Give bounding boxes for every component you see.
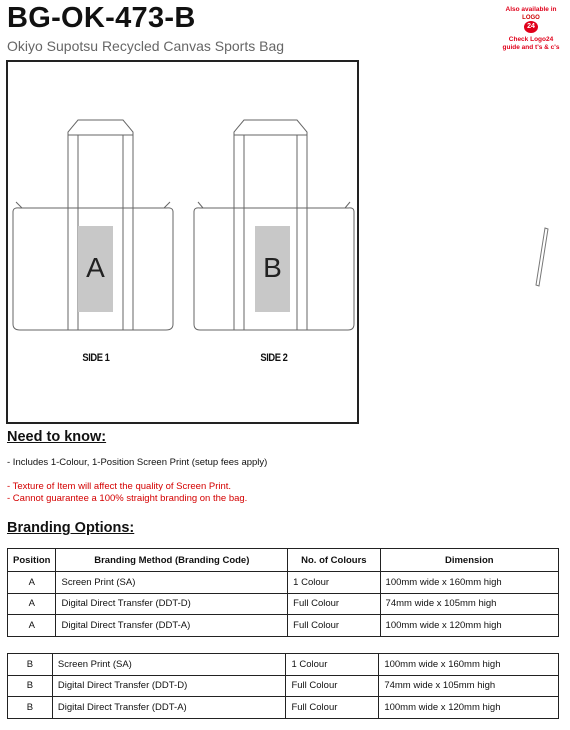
warning-line: - Cannot guarantee a 100% straight branding on the bag. (7, 493, 248, 504)
column-header: Branding Method (Branding Code) (56, 549, 288, 572)
column-header: Position (8, 549, 56, 572)
colours-cell: Full Colour (288, 615, 380, 637)
table-row (8, 675, 559, 697)
dimension-cell: 100mm wide x 160mm high (380, 572, 558, 594)
dimension-cell: 74mm wide x 105mm high (380, 593, 558, 615)
method-cell: Digital Direct Transfer (DDT-D) (52, 675, 286, 697)
note-line: - Includes 1-Colour, 1-Position Screen Print (setup fees apply) (7, 457, 268, 468)
position-cell: A (8, 615, 56, 637)
bag-outline-drawing (8, 62, 357, 422)
product-title: Okiyo Supotsu Recycled Canvas Sports Bag (7, 38, 285, 54)
position-cell: A (8, 572, 56, 594)
product-illustration (6, 60, 359, 424)
method-cell: Digital Direct Transfer (DDT-D) (56, 593, 288, 615)
position-b-label: B (263, 252, 282, 283)
logo-badge-line1: Also available in (505, 6, 557, 13)
branding-table-b (7, 653, 559, 719)
warning-line: - Texture of Item will affect the quality of Screen Print. (7, 481, 232, 492)
table-row (8, 697, 559, 719)
branding-options-heading: Branding Options: (7, 520, 135, 536)
need-to-know-heading: Need to know: (7, 429, 107, 445)
logo-mark-number: 24 (524, 21, 538, 33)
position-cell: B (8, 697, 53, 719)
method-cell: Digital Direct Transfer (DDT-A) (52, 697, 286, 719)
table-row (8, 615, 559, 637)
table-row (8, 572, 559, 594)
column-header: Dimension (380, 549, 558, 572)
table-row (8, 654, 559, 676)
strap-icon (532, 226, 552, 288)
method-cell: Screen Print (SA) (56, 572, 288, 594)
dimension-cell: 100mm wide x 120mm high (379, 697, 559, 719)
position-cell: A (8, 593, 56, 615)
method-cell: Screen Print (SA) (52, 654, 286, 676)
table-row (8, 593, 559, 615)
dimension-cell: 100mm wide x 160mm high (379, 654, 559, 676)
product-code: BG-OK-473-B (7, 2, 196, 34)
logo24-icon (519, 15, 543, 33)
colours-cell: Full Colour (286, 697, 379, 719)
dimension-cell: 100mm wide x 120mm high (380, 615, 558, 637)
position-cell: B (8, 654, 53, 676)
branding-table-a (7, 548, 559, 637)
method-cell: Digital Direct Transfer (DDT-A) (56, 615, 288, 637)
position-a-label: A (86, 252, 105, 283)
logo-mark-text: LOGO (522, 14, 540, 21)
logo24-badge (498, 6, 564, 51)
logo-badge-line2: Check Logo24 (508, 36, 554, 43)
colours-cell: 1 Colour (286, 654, 379, 676)
table-header-row (8, 549, 559, 572)
position-cell: B (8, 675, 53, 697)
logo-badge-line3: guide and t's & c's (502, 43, 560, 51)
side2-label: SIDE 2 (260, 352, 288, 364)
dimension-cell: 74mm wide x 105mm high (379, 675, 559, 697)
column-header: No. of Colours (288, 549, 380, 572)
colours-cell: 1 Colour (288, 572, 380, 594)
colours-cell: Full Colour (288, 593, 380, 615)
side1-label: SIDE 1 (82, 352, 110, 364)
colours-cell: Full Colour (286, 675, 379, 697)
